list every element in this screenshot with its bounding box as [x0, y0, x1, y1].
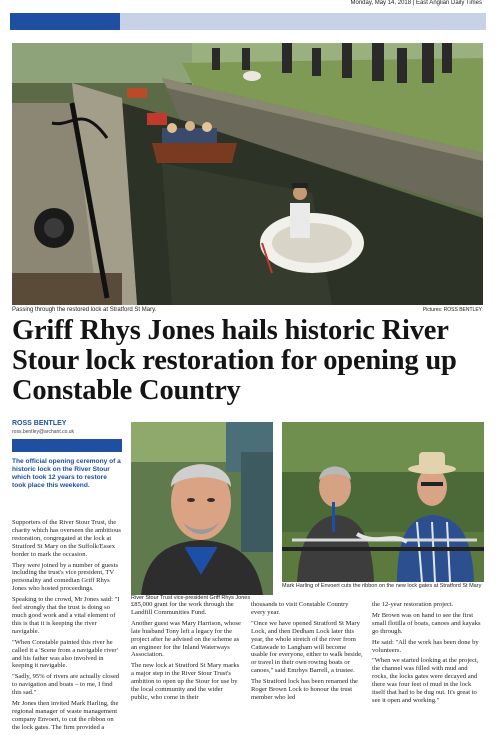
body-column-1: [12, 519, 122, 735]
body-column-2: [131, 601, 241, 705]
paragraph: The new lock at Stratford St Mary marks a major step in the River Stour Trust's ambition to open up the Stour for use by the local community and the wider public, who come in their: [131, 662, 240, 701]
paragraph: The Stratford lock has been renamed the Roger Brown Lock to honour the trust member who led: [251, 678, 358, 701]
standfirst: The official opening ceremony of a historic lock on the River Stour which took 12 years to restore took place this weekend.: [12, 458, 121, 489]
paragraph: £85,000 grant for the work through the Landfill Communities Fund.: [131, 601, 234, 616]
paragraph: "Sadly, 95% of rivers are actually closed to navigation and boats – to me, I find this sad.": [12, 673, 120, 697]
paragraph: Mr Jones then invited Mark Harling, the regional manager of waste management company Envoert, to cut the ribbon on the lock gates. The firm provided a: [12, 700, 119, 731]
paragraph: Another guest was Mary Harrison, whose late husband Tony left a legacy for the project after he advised on the scheme as an engineer for the Inland Waterways Association.: [131, 619, 241, 659]
paragraph: Speaking to the crowd, Mr Jones said: "I feel strongly that the trust is doing so much good work and a vital element of this is that it is keeping the river navigable.: [12, 596, 120, 635]
paragraph: Mr Brown was on hand to see the first small flotilla of boats, canoes and kayaks go through.: [372, 611, 481, 635]
paragraph: Supporters of the River Stour Trust, the charity which has overseen the ambitious restoration, congregated at the lock at Stratford St Mary on the Suffolk/Essex border to mark the occasion.: [12, 519, 121, 558]
paragraph: He said: "All the work has been done by volunteers.: [372, 638, 479, 654]
paragraph: They were joined by a number of guests including the trust's vice president, TV personality and comedian Griff Rhys Jones who hosted proceedings.: [12, 561, 119, 593]
portrait-illustration: [131, 422, 273, 595]
byline-bar: [12, 439, 122, 452]
ribbon-cutting-photo: [282, 422, 484, 582]
body-column-3: [251, 601, 363, 705]
headline: Griff Rhys Jones hails historic River Stour lock restoration for opening up Constable Country: [12, 315, 457, 406]
byline-name: ROSS BENTLEY: [12, 420, 67, 427]
paragraph: "When Constable painted this river he called it a 'Scene from a navigable river' and his father was also involved in keeping it navigable.: [12, 638, 118, 670]
byline-email: ross.bentley@archant.co.uk: [12, 429, 75, 435]
paragraph: thousands to visit Constable Country every year.: [251, 601, 349, 616]
photo-credit: Pictures: ROSS BENTLEY: [422, 307, 482, 313]
lock-scene-illustration: [12, 43, 483, 305]
ribbon-caption: Mark Harling of Envoert cuts the ribbon on the new lock gates at Stratford St Mary: [282, 583, 482, 589]
paragraph: the 12-year restoration project.: [372, 601, 454, 608]
portrait-photo: [131, 422, 273, 595]
paragraph: "When we started looking at the project, the channel was filled with mud and rocks, the locks gates were decayed and there was four feet of mud in the lock itself that had to be dug out. It's great to see it open and working.": [372, 657, 479, 704]
portrait-caption: River Stour Trust vice-president Griff Rhys Jones: [131, 595, 251, 601]
dateline: Monday, May 14, 2018 | East Anglian Daily Times: [350, 0, 482, 6]
ribbon-cutting-illustration: [282, 422, 484, 582]
top-bar-accent: [10, 13, 120, 30]
paragraph: "Once we have opened Stratford St Mary Lock, and then Dedham Lock later this year, the whole stretch of the river from Cattawade to Langham will become usable for everyone, either to walk beside, or travel in their own rowing boats or canoes," said Emrhys Barrell, a trustee.: [251, 619, 363, 675]
body-column-4: [372, 601, 484, 708]
main-photo-caption: Passing through the restored lock at Stratford St Mary.: [12, 307, 157, 313]
main-photo-lock: [12, 43, 483, 305]
